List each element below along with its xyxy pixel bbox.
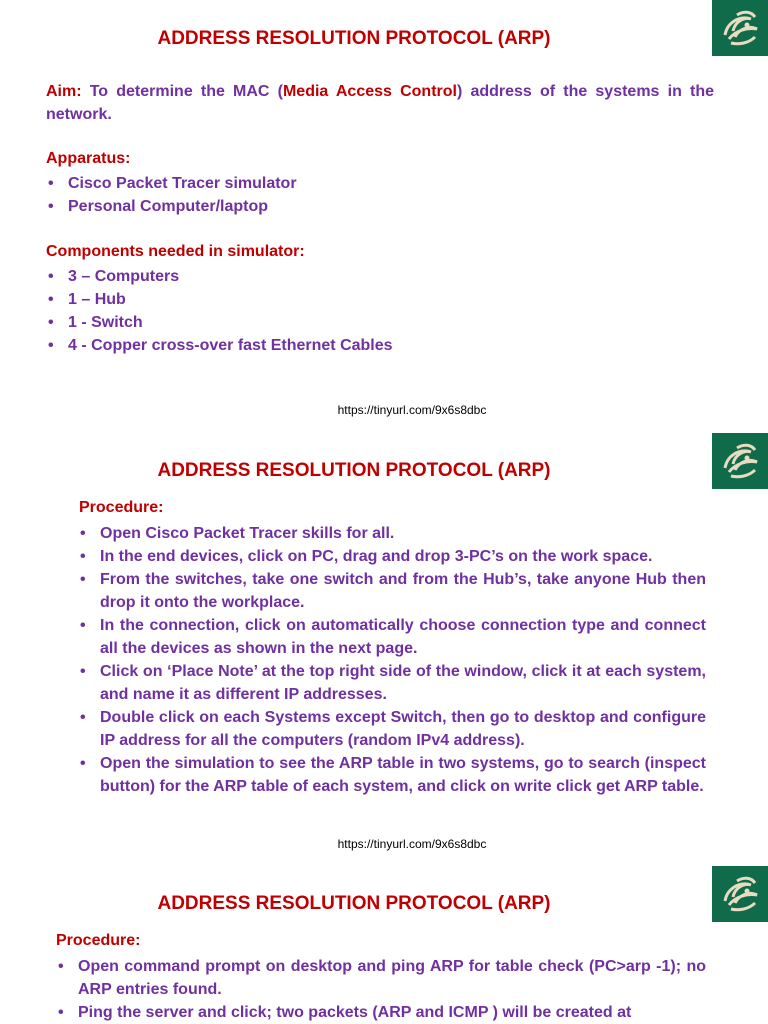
list-item: • Click on ‘Place Note’ at the top right side of the window, click it at each system, and name it as different IP addresses.	[78, 660, 706, 706]
list-item: • 1 - Switch	[46, 311, 706, 334]
aim-text-end: ) address of the systems in the network.	[46, 83, 715, 123]
apparatus-label: Apparatus:	[46, 150, 131, 167]
source-url[interactable]: https://tinyurl.com/9x6s8dbc	[337, 837, 487, 851]
list-item: • Personal Computer/laptop	[46, 195, 706, 218]
list-item: • From the switches, take one switch and from the Hub’s, take anyone Hub then drop it onto the workplace.	[78, 568, 706, 614]
components-label: Components needed in simulator:	[46, 243, 305, 260]
aim-label: Aim:	[46, 83, 82, 100]
swirl-logo-icon	[712, 0, 768, 56]
list-item: • Open the simulation to see the ARP table in two systems, go to search (inspect button) for the ARP table of each system, and click on write click get ARP table.	[78, 752, 706, 798]
aim-paragraph	[46, 80, 714, 126]
procedure-label: Procedure:	[79, 499, 164, 516]
apparatus-list	[46, 172, 706, 218]
slide-title: ADDRESS RESOLUTION PROTOCOL (ARP)	[157, 28, 551, 49]
source-url[interactable]: https://tinyurl.com/9x6s8dbc	[337, 403, 487, 417]
slide-title: ADDRESS RESOLUTION PROTOCOL (ARP)	[157, 460, 551, 481]
list-item: • Cisco Packet Tracer simulator	[46, 172, 706, 195]
list-item: • Open Cisco Packet Tracer skills for all.	[78, 522, 706, 545]
swirl-logo-icon	[712, 433, 768, 489]
components-list	[46, 265, 706, 357]
list-item: • Ping the server and click; two packets (ARP and ICMP ) will be created at	[56, 1001, 706, 1024]
list-item: • Double click on each Systems except Switch, then go to desktop and configure IP address for all the computers (random IPv4 address).	[78, 706, 706, 752]
procedure-steps	[78, 522, 706, 798]
aim-highlight: Media Access Control	[282, 83, 457, 100]
list-item: • 4 - Copper cross-over fast Ethernet Cables	[46, 334, 706, 357]
slide-2	[0, 433, 768, 863]
procedure-label: Procedure:	[56, 932, 141, 949]
slide-title: ADDRESS RESOLUTION PROTOCOL (ARP)	[157, 893, 551, 914]
slide-1	[0, 0, 768, 430]
list-item: • 1 – Hub	[46, 288, 706, 311]
procedure-steps	[56, 955, 706, 1024]
list-item: • In the end devices, click on PC, drag and drop 3-PC’s on the work space.	[78, 545, 706, 568]
slide-3	[0, 866, 768, 1024]
list-item: • In the connection, click on automatically choose connection type and connect all the devices as shown in the next page.	[78, 614, 706, 660]
aim-text-start: To determine the MAC (	[81, 83, 283, 100]
list-item: • Open command prompt on desktop and ping ARP for table check (PC>arp -1); no ARP entries found.	[56, 955, 706, 1001]
list-item: • 3 – Computers	[46, 265, 706, 288]
swirl-logo-icon	[712, 866, 768, 922]
